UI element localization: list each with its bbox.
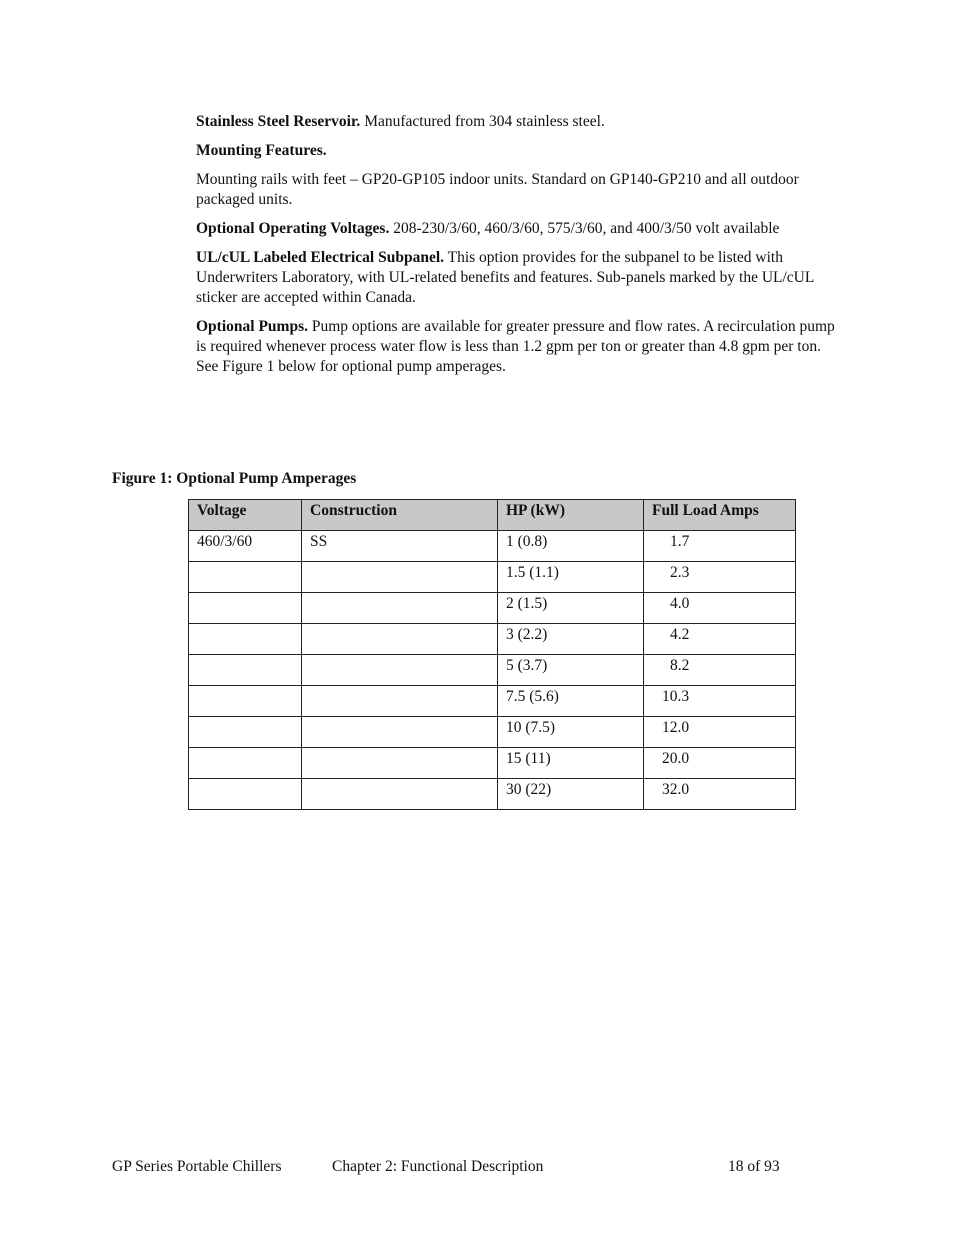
paragraph-mounting-rails (196, 170, 838, 210)
cell-hp: 5 (3.7) (498, 655, 644, 686)
paragraph-pumps (196, 317, 838, 377)
cell-amps: 10.3 (644, 686, 796, 717)
table-header-row (189, 500, 796, 531)
cell-voltage: 460/3/60 (189, 531, 302, 562)
column-header-voltage: Voltage (189, 500, 302, 531)
paragraph-heading: Optional Operating Voltages. (196, 220, 390, 237)
paragraph-text: This option provides for the subpanel to be listed with Underwriters Laboratory, with UL-related benefits and features. Sub-panels marked by the UL/cUL sticker are accepted within Canada. (196, 249, 814, 306)
cell-construction (302, 593, 498, 624)
cell-voltage (189, 686, 302, 717)
paragraph-mounting-heading (196, 141, 838, 161)
pump-amperage-table (188, 499, 796, 810)
cell-construction (302, 624, 498, 655)
cell-amps: 20.0 (644, 748, 796, 779)
cell-hp: 7.5 (5.6) (498, 686, 644, 717)
table-row (189, 748, 796, 779)
figure-title: Figure 1: Optional Pump Amperages (112, 470, 357, 487)
cell-amps: 2.3 (644, 562, 796, 593)
column-header-amps: Full Load Amps (644, 500, 796, 531)
cell-construction (302, 748, 498, 779)
paragraph-reservoir (196, 112, 838, 132)
paragraph-voltages (196, 219, 838, 239)
cell-voltage (189, 593, 302, 624)
cell-voltage (189, 562, 302, 593)
paragraph-heading: UL/cUL Labeled Electrical Subpanel. (196, 249, 445, 266)
cell-construction (302, 779, 498, 810)
cell-voltage (189, 624, 302, 655)
cell-amps: 32.0 (644, 779, 796, 810)
footer-page-number: 18 of 93 (728, 1158, 780, 1175)
paragraph-heading: Stainless Steel Reservoir. (196, 113, 361, 130)
paragraph-heading: Optional Pumps. (196, 318, 308, 335)
table-row (189, 779, 796, 810)
footer-chapter: Chapter 2: Functional Description (332, 1158, 544, 1175)
paragraph-text: Pump options are available for greater pressure and flow rates. A recirculation pump is required whenever process water flow is less than 1.2 gpm per ton or greater than 4.8 gpm per ton. See Figure 1 below for optional pump amperages. (196, 318, 835, 375)
paragraph-text: Mounting rails with feet – GP20-GP105 indoor units. Standard on GP140-GP210 and all outdoor packaged units. (196, 171, 799, 208)
table-row (189, 531, 796, 562)
cell-construction (302, 562, 498, 593)
cell-amps: 1.7 (644, 531, 796, 562)
table-row (189, 655, 796, 686)
cell-construction (302, 717, 498, 748)
cell-hp: 3 (2.2) (498, 624, 644, 655)
cell-voltage (189, 717, 302, 748)
cell-hp: 2 (1.5) (498, 593, 644, 624)
cell-construction: SS (302, 531, 498, 562)
table-row (189, 624, 796, 655)
table-row (189, 562, 796, 593)
paragraph-text: 208-230/3/60, 460/3/60, 575/3/60, and 400/3/50 volt available (389, 220, 780, 237)
column-header-construction: Construction (302, 500, 498, 531)
cell-amps: 12.0 (644, 717, 796, 748)
cell-amps: 4.2 (644, 624, 796, 655)
cell-voltage (189, 748, 302, 779)
paragraph-text: Manufactured from 304 stainless steel. (360, 113, 605, 130)
cell-amps: 8.2 (644, 655, 796, 686)
cell-construction (302, 655, 498, 686)
body-text (196, 112, 838, 386)
footer-series: GP Series Portable Chillers (112, 1158, 282, 1175)
cell-voltage (189, 655, 302, 686)
cell-hp: 10 (7.5) (498, 717, 644, 748)
cell-hp: 15 (11) (498, 748, 644, 779)
cell-hp: 1.5 (1.1) (498, 562, 644, 593)
cell-hp: 30 (22) (498, 779, 644, 810)
paragraph-subpanel (196, 248, 838, 308)
cell-amps: 4.0 (644, 593, 796, 624)
table-row (189, 717, 796, 748)
cell-voltage (189, 779, 302, 810)
table-row (189, 593, 796, 624)
cell-hp: 1 (0.8) (498, 531, 644, 562)
cell-construction (302, 686, 498, 717)
paragraph-heading: Mounting Features. (196, 142, 327, 159)
column-header-hp: HP (kW) (498, 500, 644, 531)
table-row (189, 686, 796, 717)
